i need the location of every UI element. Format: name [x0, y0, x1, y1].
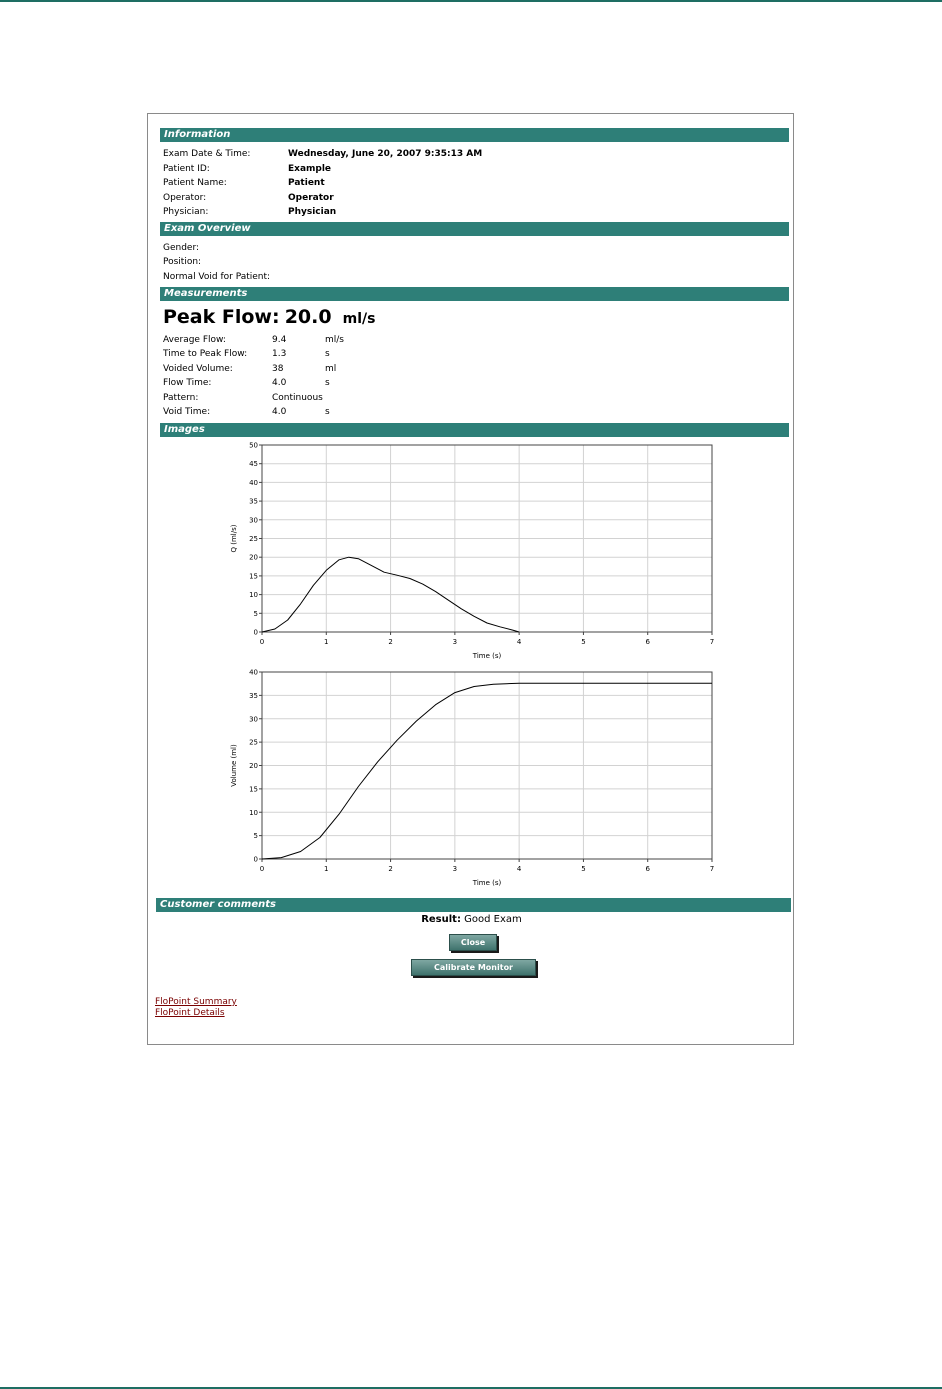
measurement-value: 9.4 — [272, 335, 287, 345]
x-axis-label: Time (s) — [472, 652, 502, 660]
information-header: Information — [160, 128, 789, 142]
y-tick-label: 25 — [249, 738, 258, 747]
x-tick-label: 1 — [324, 865, 329, 873]
y-tick-label: 35 — [249, 691, 258, 700]
y-tick-label: 20 — [249, 553, 258, 562]
y-tick-label: 5 — [253, 609, 258, 618]
exam-overview-header: Exam Overview — [160, 222, 789, 236]
measurement-unit: s — [325, 407, 330, 417]
x-tick-label: 6 — [645, 865, 650, 873]
exam-report — [147, 113, 794, 1045]
y-tick-label: 30 — [249, 715, 258, 724]
x-tick-label: 2 — [388, 865, 393, 873]
close-button[interactable]: Close — [449, 934, 497, 951]
measurement-unit: ml/s — [325, 335, 344, 345]
x-tick-label: 1 — [324, 638, 329, 646]
y-tick-label: 15 — [249, 785, 258, 794]
info-value: Operator — [288, 193, 334, 203]
measurement-unit: s — [325, 378, 330, 388]
y-tick-label: 35 — [249, 497, 258, 506]
y-tick-label: 25 — [249, 535, 258, 543]
measurement-value: 4.0 — [272, 407, 287, 417]
y-tick-label: 50 — [249, 441, 258, 450]
info-value: Patient — [288, 178, 325, 188]
x-tick-label: 4 — [516, 638, 522, 646]
flopoint-summary-link[interactable]: FloPoint Summary — [155, 997, 237, 1007]
y-tick-label: 40 — [249, 478, 258, 487]
x-tick-label: 7 — [709, 865, 715, 873]
result-line — [148, 914, 795, 925]
y-tick-label: 15 — [249, 572, 258, 581]
measurement-label: Voided Volume: — [163, 364, 233, 374]
measurement-label: Void Time: — [163, 407, 211, 417]
measurement-label: Average Flow: — [163, 335, 226, 345]
top-rule — [0, 0, 942, 2]
measurement-unit: s — [325, 349, 330, 359]
y-tick-label: 40 — [249, 668, 258, 677]
x-tick-label: 5 — [581, 638, 586, 646]
info-label: Patient Name: — [163, 178, 227, 188]
x-tick-label: 2 — [388, 638, 393, 646]
flow-rate-chart — [228, 440, 718, 668]
y-tick-label: 5 — [253, 832, 258, 841]
overview-label: Normal Void for Patient: — [163, 272, 271, 282]
y-axis-label: Volume (ml) — [230, 744, 238, 787]
overview-label: Gender: — [163, 243, 200, 253]
y-tick-label: 30 — [249, 516, 258, 525]
peak-flow-value: 20.0 — [284, 306, 332, 328]
x-tick-label: 6 — [645, 638, 650, 646]
x-tick-label: 0 — [259, 638, 265, 646]
measurement-label: Time to Peak Flow: — [163, 349, 248, 359]
peak-flow-label: Peak Flow: — [163, 306, 280, 328]
overview-label: Position: — [163, 257, 202, 267]
result-value: Good Exam — [464, 914, 522, 925]
y-tick-label: 10 — [249, 591, 258, 600]
y-tick-label: 20 — [249, 762, 258, 770]
volume-chart — [228, 667, 718, 895]
y-tick-label: 0 — [253, 855, 258, 864]
x-axis-label: Time (s) — [472, 879, 502, 887]
images-header: Images — [160, 423, 789, 437]
peak-flow — [163, 306, 376, 328]
measurement-value: 38 — [272, 364, 284, 374]
info-label: Physician: — [163, 207, 209, 217]
measurement-label: Pattern: — [163, 393, 199, 403]
calibrate-monitor-button[interactable]: Calibrate Monitor — [411, 959, 536, 976]
info-label: Exam Date & Time: — [163, 149, 251, 159]
x-tick-label: 5 — [581, 865, 586, 873]
flopoint-details-link[interactable]: FloPoint Details — [155, 1008, 225, 1018]
x-tick-label: 4 — [516, 865, 522, 873]
measurements-header: Measurements — [160, 287, 789, 301]
flow-rate-chart-svg — [228, 440, 718, 664]
measurement-unit: ml — [325, 364, 337, 374]
info-label: Patient ID: — [163, 164, 210, 174]
y-tick-label: 0 — [253, 628, 258, 637]
x-tick-label: 3 — [452, 865, 458, 873]
customer-comments-header: Customer comments — [156, 898, 791, 912]
info-label: Operator: — [163, 193, 207, 203]
series-line — [262, 683, 712, 859]
y-axis-label: Q (ml/s) — [230, 524, 238, 553]
info-value: Wednesday, June 20, 2007 9:35:13 AM — [288, 149, 483, 159]
measurement-value: 1.3 — [272, 349, 287, 359]
x-tick-label: 0 — [259, 865, 265, 873]
info-value: Physician — [288, 207, 337, 217]
volume-chart-svg — [228, 667, 718, 891]
peak-flow-unit: ml/s — [342, 311, 376, 327]
y-tick-label: 10 — [249, 808, 258, 817]
x-tick-label: 3 — [452, 638, 458, 646]
y-tick-label: 45 — [249, 460, 258, 469]
measurement-label: Flow Time: — [163, 378, 212, 388]
result-label: Result: — [421, 914, 461, 925]
info-value: Example — [288, 164, 332, 174]
measurement-value: 4.0 — [272, 378, 287, 388]
x-tick-label: 7 — [709, 638, 715, 646]
measurement-value: Continuous — [272, 393, 323, 403]
